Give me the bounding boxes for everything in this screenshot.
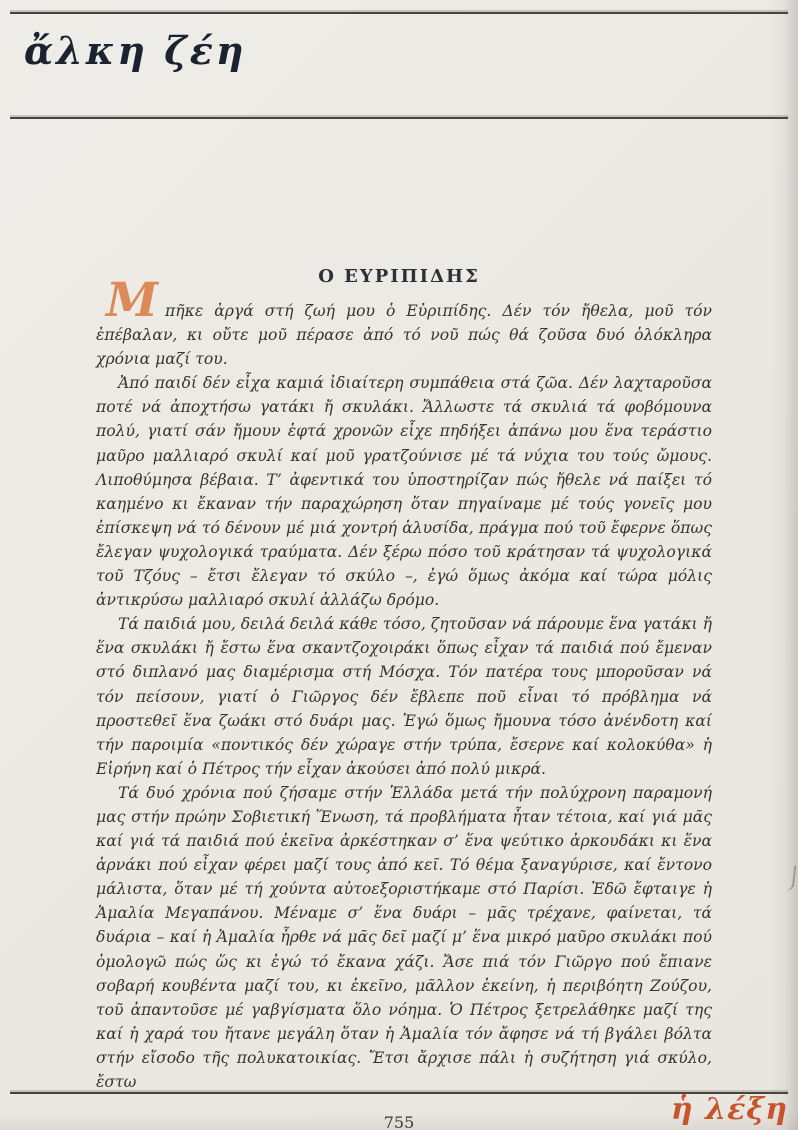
article-title: Ο ΕΥΡΙΠΙΔΗΣ xyxy=(318,266,480,287)
page-number: 755 xyxy=(383,1113,415,1130)
scan-edge-artifact xyxy=(786,865,797,892)
top-rule xyxy=(10,12,788,14)
paragraph-2: Ἀπό παιδί δέν εἶχα καμιά ἰδιαίτερη συμπάθεια στά ζῶα. Δέν λαχταροῦσα ποτέ νά ἀποχτήσω γατάκι ἤ σκυλάκι. Ἄλλωστε τά σκυλιά τά φοβόμουνα πολύ, γιατί σάν ἤμουν ἑφτά χρονῶν εἶχε πηδήξει ἀπάνω μου ἕνα τεράστιο μαῦρο μαλλιαρό σκυλί καί μοῦ γρατζούνισε μέ τά νύχια του τούς ὤμους. Λιποθύμησα βέβαια. Τ’ ἀφεντικά του ὑποστηρίζαν πώς ἤθελε νά παίξει τό καημένο κι ἔκαναν τήν παραχώρηση ὅταν πηγαίναμε μέ τούς γονεῖς μου ἐπίσκεψη νά τό δένουν μέ μιά χοντρή ἁλυσίδα, πράγμα πού τοῦ ἔφερνε ὅπως ἔλεγαν ψυχολογικά τραύματα. Δέν ξέρω πόσο τοῦ κράτησαν τά ψυχολογικά τοῦ Τζόυς – ἔτσι ἔλεγαν τό σκύλο –, ἐγώ ὅμως ἀκόμα καί τώρα μόλις ἀντικρύσω μαλλιαρό σκυλί ἀλλάζω δρόμο. xyxy=(96,374,712,610)
author-header: ἄλκη ζέη xyxy=(24,28,247,73)
paragraph-3: Τά παιδιά μου, δειλά δειλά κάθε τόσο, ζητοῦσαν νά πάρουμε ἕνα γατάκι ἤ ἕνα σκυλάκι ἤ ἔστω ἕνα σκαντζοχοιράκι ὅπως εἶχαν τά παιδιά πού ἔμεναν στό διπλανό μας διαμέρισμα στή Μόσχα. Τόν πατέρα τους μποροῦσαν νά τόν πείσουν, γιατί ὁ Γιῶργος δέν ἔβλεπε ποῦ εἶναι τό πρόβλημα νά προστεθεῖ ἕνα ζωάκι στό δυάρι μας. Ἐγώ ὅμως ἤμουνα τόσο ἀνένδοτη καί τήν παροιμία «ποντικός δέν χώραγε στήν τρύπα, ἔσερνε καί κολοκύθα» ἡ Εἰρήνη καί ὁ Πέτρος τήν εἶχαν ἀκούσει ἀπό πολύ μικρά. xyxy=(96,615,712,778)
paragraph-1-text: πῆκε ἀργά στή ζωή μου ὁ Εὐριπίδης. Δέν τόν ἤθελα, μοῦ τόν ἐπέβαλαν, κι οὔτε μοῦ πέρασε ἀπό τό νοῦ πώς θά ζοῦσα δυό ὁλόκληρα χρόνια μαζί του. xyxy=(96,302,712,369)
dropcap-letter: Μ xyxy=(106,273,159,328)
paragraph-4: Τά δυό χρόνια πού ζήσαμε στήν Ἑλλάδα μετά τήν πολύχρονη παραμονή μας στήν πρώην Σοβιετική Ἕνωση, τά προβλήματα ἦταν τέτοια, καί γιά μᾶς καί γιά τά παιδιά πού ἐκεῖνα ἀρκέστηκαν σ’ ἕνα ψεύτικο ἀρκουδάκι κι ἕνα ἀρνάκι πού εἶχαν φέρει μαζί τους ἀπό κεῖ. Τό θέμα ξαναγύρισε, καί ἔντονο μάλιστα, ὅταν μέ τή χούντα αὐτοεξοριστήκαμε στό Παρίσι. Ἐδῶ ἔφταιγε ἡ Ἀμαλία Μεγαπάνου. Μέναμε σ’ ἕνα δυάρι – μᾶς τρέχανε, φαίνεται, τά δυάρια – καί ἡ Ἀμαλία ἦρθε νά μᾶς δεῖ μαζί μ’ ἕνα μικρό μαῦρο σκυλάκι πού ὁμολογῶ πώς ὥς κι ἐγώ τό ἔκανα χάζι. Ἄσε πιά τόν Γιῶργο πού ἔπιανε σοβαρή κουβέντα μαζί του, κι ἐκεῖνο, μᾶλλον ἐκείνη, ἡ περιβόητη Ζούζου, τοῦ ἀπαντοῦσε μέ γαβγίσματα ὅλο νόημα. Ὁ Πέτρος ξετρελάθηκε μαζί της καί ἡ χαρά του ἤτανε μεγάλη ὅταν ἡ Ἀμαλία τόν ἄφησε νά τή βγάλει βόλτα στήν εἴσοδο τῆς πολυκατοικίας. Ἔτσι ἄρχισε πάλι ἡ συζήτηση γιά σκύλο, ἔστω xyxy=(96,783,712,1091)
header-rule xyxy=(10,117,788,119)
magazine-logo: ἡ λέξη xyxy=(670,1092,788,1127)
